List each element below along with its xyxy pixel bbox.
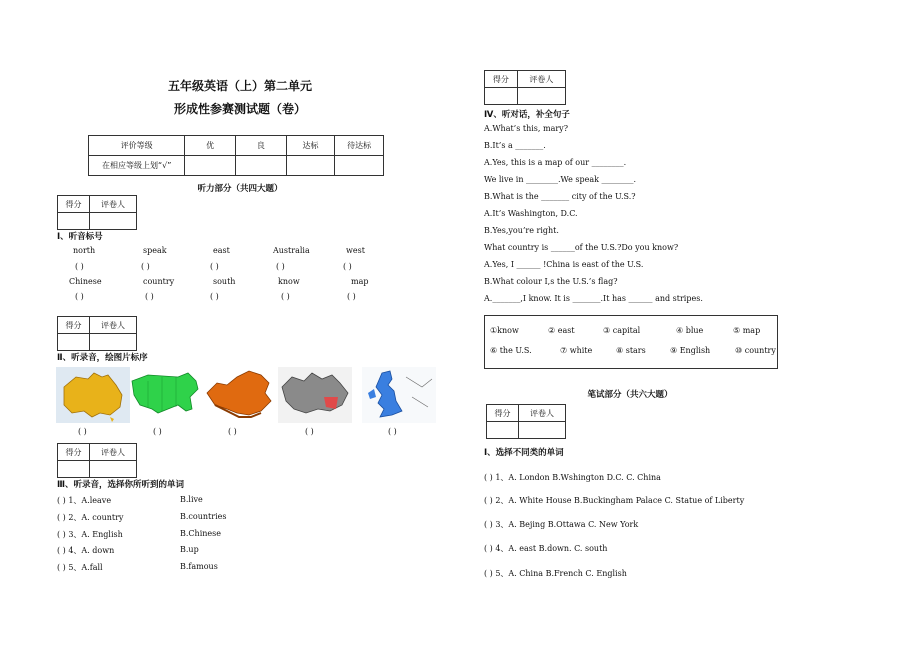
section4-title: Ⅳ、听对话，补全句子 xyxy=(484,110,570,120)
score-box xyxy=(57,443,137,478)
grade-cell[interactable] xyxy=(236,156,287,176)
listening-header: 听力部分（共四大题） xyxy=(197,184,283,194)
choice-item[interactable]: ( ) 3、A. English xyxy=(57,530,123,539)
score-label: 得分 xyxy=(58,317,90,334)
word-bank-item: ⑦ white xyxy=(560,346,593,355)
grader-label: 评卷人 xyxy=(518,405,565,422)
word-item: speak xyxy=(143,246,167,255)
answer-paren[interactable]: ( ) xyxy=(210,262,219,271)
answer-paren[interactable]: ( ) xyxy=(141,262,150,271)
choice-option: B.Chinese xyxy=(180,529,221,538)
grader-cell[interactable] xyxy=(517,88,565,105)
choice-option: B.countries xyxy=(180,512,227,521)
answer-paren[interactable]: ( ) xyxy=(347,292,356,301)
canada-map-icon xyxy=(278,367,352,423)
answer-paren[interactable]: ( ) xyxy=(305,427,314,436)
grade-header: 良 xyxy=(236,136,287,156)
dialog-line: A.Yes, I ______ !China is east of the U.S. xyxy=(484,260,644,269)
grader-cell[interactable] xyxy=(518,422,565,439)
grade-header: 优 xyxy=(185,136,236,156)
dialog-line: B.What colour I,s the U.S.’s flag? xyxy=(484,277,618,286)
uk-map-icon xyxy=(362,367,436,423)
score-cell[interactable] xyxy=(58,334,90,351)
grader-label: 评卷人 xyxy=(89,317,136,334)
answer-paren[interactable]: ( ) xyxy=(228,427,237,436)
dialog-line: A.What’s this, mary? xyxy=(484,124,568,133)
score-label: 得分 xyxy=(485,71,518,88)
word-bank-item: ② east xyxy=(548,326,575,335)
word-item: Australia xyxy=(273,246,310,255)
section2-title: Ⅱ、听录音，绘图片标序 xyxy=(57,353,148,363)
grader-cell[interactable] xyxy=(89,213,136,230)
grade-row-label: 在相应等级上划“√” xyxy=(89,156,185,176)
answer-paren[interactable]: ( ) xyxy=(153,427,162,436)
writing-header: 笔试部分（共六大题） xyxy=(587,390,673,400)
dialog-line: We live in ________.We speak ________. xyxy=(484,175,637,184)
dialog-line: A.Yes, this is a map of our ________. xyxy=(484,158,627,167)
choice-item[interactable]: ( ) 3、A. Bejing B.Ottawa C. New York xyxy=(484,520,639,529)
dialog-line: A.It’s Washington, D.C. xyxy=(484,209,578,218)
choice-option: B.live xyxy=(180,495,203,504)
choice-item[interactable]: ( ) 4、A. east B.down. C. south xyxy=(484,544,608,553)
grader-cell[interactable] xyxy=(89,461,136,478)
answer-paren[interactable]: ( ) xyxy=(276,262,285,271)
word-item: country xyxy=(143,277,175,286)
choice-item[interactable]: ( ) 1、A. London B.Wshington D.C. C. China xyxy=(484,473,661,482)
grade-header: 待达标 xyxy=(335,136,384,156)
word-bank-item: ⑩ country xyxy=(735,346,776,355)
word-bank-item: ⑥ the U.S. xyxy=(490,346,532,355)
score-cell[interactable] xyxy=(487,422,519,439)
word-bank-item: ⑧ stars xyxy=(616,346,646,355)
score-label: 得分 xyxy=(58,444,90,461)
answer-paren[interactable]: ( ) xyxy=(388,427,397,436)
choice-item[interactable]: ( ) 4、A. down xyxy=(57,546,115,555)
grade-cell[interactable] xyxy=(286,156,335,176)
choice-option: B.famous xyxy=(180,562,218,571)
word-bank-item: ⑤ map xyxy=(733,326,761,335)
answer-paren[interactable]: ( ) xyxy=(75,292,84,301)
grader-label: 评卷人 xyxy=(89,444,136,461)
score-cell[interactable] xyxy=(58,213,90,230)
score-cell[interactable] xyxy=(58,461,90,478)
dialog-line: B.Yes,you’re right. xyxy=(484,226,559,235)
answer-paren[interactable]: ( ) xyxy=(343,262,352,271)
answer-paren[interactable]: ( ) xyxy=(281,292,290,301)
grader-label: 评卷人 xyxy=(89,196,136,213)
section5-title: Ⅰ、选择不同类的单词 xyxy=(484,448,564,458)
word-bank xyxy=(484,315,778,369)
grade-header: 评价等级 xyxy=(89,136,185,156)
grade-cell[interactable] xyxy=(185,156,236,176)
page-subtitle: 形成性参赛测试题（卷） xyxy=(173,102,306,116)
answer-paren[interactable]: ( ) xyxy=(145,292,154,301)
word-item: know xyxy=(278,277,300,286)
word-item: east xyxy=(213,246,230,255)
score-box xyxy=(486,404,566,439)
word-bank-item: ③ capital xyxy=(603,326,641,335)
dialog-line: What country is ______of the U.S.?Do you know? xyxy=(484,243,679,252)
word-item: west xyxy=(346,246,365,255)
australia-map-icon xyxy=(56,367,130,423)
choice-option: B.up xyxy=(180,545,199,554)
choice-item[interactable]: ( ) 5、A.fall xyxy=(57,563,103,572)
grade-header: 达标 xyxy=(286,136,335,156)
choice-item[interactable]: ( ) 2、A. White House B.Buckingham Palace C. Statue of Liberty xyxy=(484,496,745,505)
choice-item[interactable]: ( ) 5、A. China B.French C. English xyxy=(484,569,627,578)
section1-title: Ⅰ、听音标号 xyxy=(57,232,103,242)
score-box xyxy=(57,316,137,351)
score-label: 得分 xyxy=(487,405,519,422)
word-item: north xyxy=(73,246,96,255)
usa-map-icon xyxy=(128,367,202,423)
word-bank-item: ⑨ English xyxy=(670,346,711,355)
answer-paren[interactable]: ( ) xyxy=(75,262,84,271)
score-cell[interactable] xyxy=(485,88,518,105)
answer-paren[interactable]: ( ) xyxy=(78,427,87,436)
choice-item[interactable]: ( ) 2、A. country xyxy=(57,513,124,522)
word-item: Chinese xyxy=(69,277,102,286)
score-box xyxy=(484,70,566,105)
dialog-line: B.What is the _______ city of the U.S.? xyxy=(484,192,636,201)
word-item: map xyxy=(351,277,369,286)
word-bank-item: ④ blue xyxy=(676,326,704,335)
score-box xyxy=(57,195,137,230)
word-bank-item: ①know xyxy=(490,326,519,335)
score-label: 得分 xyxy=(58,196,90,213)
grader-cell[interactable] xyxy=(89,334,136,351)
grader-label: 评卷人 xyxy=(517,71,565,88)
section3-title: Ⅲ、听录音，选择你所听到的单词 xyxy=(57,480,185,490)
china-map-icon xyxy=(203,367,277,423)
answer-paren[interactable]: ( ) xyxy=(210,292,219,301)
grade-cell[interactable] xyxy=(335,156,384,176)
choice-item[interactable]: ( ) 1、A.leave xyxy=(57,496,112,505)
dialog-line: A._______,I know. It is _______.It has ______ and stripes. xyxy=(484,294,703,303)
dialog-line: B.It’s a _______. xyxy=(484,141,546,150)
word-item: south xyxy=(213,277,236,286)
grade-table xyxy=(88,135,384,176)
page-title: 五年级英语（上）第二单元 xyxy=(167,79,312,93)
